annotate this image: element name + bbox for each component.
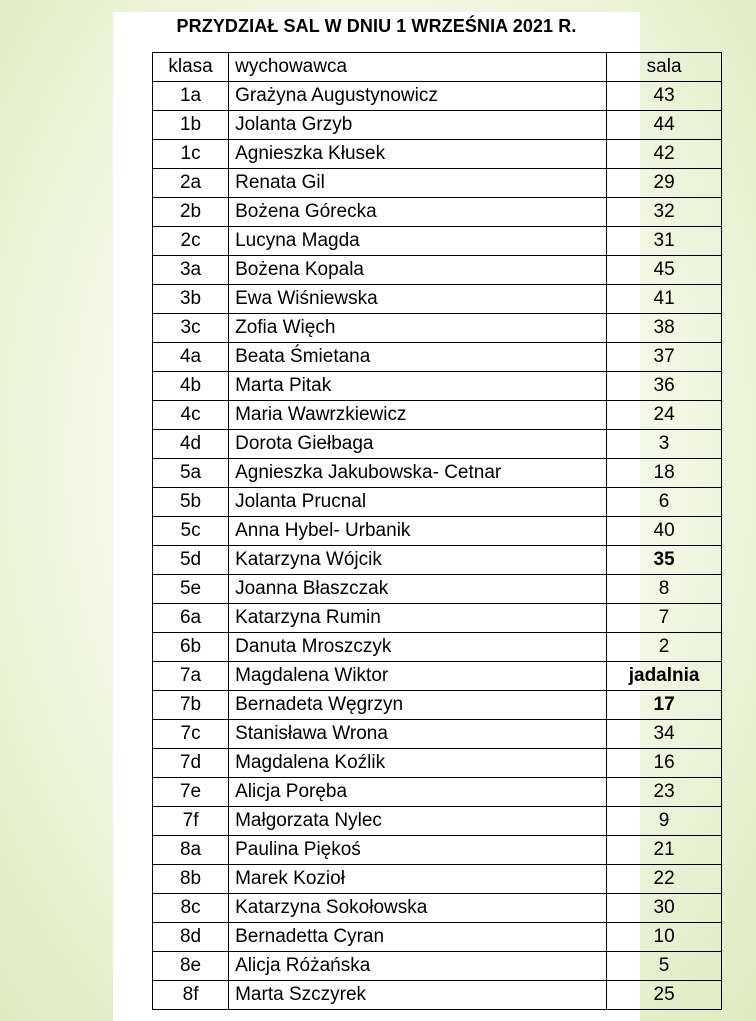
- cell-klasa: 8a: [153, 836, 229, 865]
- cell-sala: 30: [607, 894, 722, 923]
- cell-klasa: 3c: [153, 314, 229, 343]
- cell-klasa: 6b: [153, 633, 229, 662]
- table-body: [153, 82, 722, 1010]
- cell-sala: 24: [607, 401, 722, 430]
- cell-sala: 37: [607, 343, 722, 372]
- cell-sala: 32: [607, 198, 722, 227]
- cell-klasa: 7e: [153, 778, 229, 807]
- cell-sala: 31: [607, 227, 722, 256]
- cell-klasa: 7b: [153, 691, 229, 720]
- table-row: [153, 981, 722, 1010]
- cell-klasa: 5d: [153, 546, 229, 575]
- table-row: [153, 256, 722, 285]
- cell-wychowawca: Danuta Mroszczyk: [229, 633, 607, 662]
- cell-wychowawca: Bożena Kopala: [229, 256, 607, 285]
- cell-sala: 36: [607, 372, 722, 401]
- table-row: [153, 488, 722, 517]
- cell-sala: 5: [607, 952, 722, 981]
- cell-klasa: 4a: [153, 343, 229, 372]
- cell-wychowawca: Bernadetta Cyran: [229, 923, 607, 952]
- table-row: [153, 575, 722, 604]
- cell-sala: 6: [607, 488, 722, 517]
- cell-sala: 40: [607, 517, 722, 546]
- cell-klasa: 3b: [153, 285, 229, 314]
- cell-klasa: 8b: [153, 865, 229, 894]
- cell-wychowawca: Alicja Poręba: [229, 778, 607, 807]
- table-row: [153, 749, 722, 778]
- table-row: [153, 778, 722, 807]
- cell-wychowawca: Renata Gil: [229, 169, 607, 198]
- cell-klasa: 7d: [153, 749, 229, 778]
- cell-sala: 10: [607, 923, 722, 952]
- cell-wychowawca: Beata Śmietana: [229, 343, 607, 372]
- table-row: [153, 314, 722, 343]
- cell-sala: 44: [607, 111, 722, 140]
- table-row: [153, 459, 722, 488]
- table-row: [153, 894, 722, 923]
- header-sala: sala: [607, 53, 722, 82]
- cell-klasa: 8d: [153, 923, 229, 952]
- cell-klasa: 8e: [153, 952, 229, 981]
- cell-klasa: 1a: [153, 82, 229, 111]
- table-row: [153, 923, 722, 952]
- cell-sala: 8: [607, 575, 722, 604]
- table-row: [153, 430, 722, 459]
- cell-wychowawca: Jolanta Grzyb: [229, 111, 607, 140]
- cell-wychowawca: Dorota Giełbaga: [229, 430, 607, 459]
- cell-klasa: 7f: [153, 807, 229, 836]
- table-row: [153, 691, 722, 720]
- cell-wychowawca: Grażyna Augustynowicz: [229, 82, 607, 111]
- cell-sala: jadalnia: [607, 662, 722, 691]
- cell-wychowawca: Jolanta Prucnal: [229, 488, 607, 517]
- cell-wychowawca: Magdalena Koźlik: [229, 749, 607, 778]
- document-page: [113, 12, 700, 1021]
- cell-sala: 3: [607, 430, 722, 459]
- cell-sala: 16: [607, 749, 722, 778]
- table-row: [153, 604, 722, 633]
- cell-wychowawca: Stanisława Wrona: [229, 720, 607, 749]
- table-row: [153, 720, 722, 749]
- cell-wychowawca: Ewa Wiśniewska: [229, 285, 607, 314]
- cell-sala: 18: [607, 459, 722, 488]
- cell-klasa: 5c: [153, 517, 229, 546]
- cell-wychowawca: Małgorzata Nylec: [229, 807, 607, 836]
- cell-klasa: 2a: [153, 169, 229, 198]
- cell-klasa: 4c: [153, 401, 229, 430]
- table-row: [153, 865, 722, 894]
- cell-wychowawca: Katarzyna Rumin: [229, 604, 607, 633]
- cell-sala: 23: [607, 778, 722, 807]
- cell-klasa: 8f: [153, 981, 229, 1010]
- cell-klasa: 2c: [153, 227, 229, 256]
- cell-sala: 42: [607, 140, 722, 169]
- cell-sala: 29: [607, 169, 722, 198]
- table-row: [153, 140, 722, 169]
- table-row: [153, 198, 722, 227]
- table-row: [153, 952, 722, 981]
- cell-klasa: 5b: [153, 488, 229, 517]
- cell-klasa: 5a: [153, 459, 229, 488]
- cell-klasa: 7a: [153, 662, 229, 691]
- cell-wychowawca: Zofia Więch: [229, 314, 607, 343]
- cell-sala: 38: [607, 314, 722, 343]
- table-row: [153, 517, 722, 546]
- cell-wychowawca: Marta Szczyrek: [229, 981, 607, 1010]
- cell-wychowawca: Lucyna Magda: [229, 227, 607, 256]
- cell-wychowawca: Alicja Różańska: [229, 952, 607, 981]
- cell-wychowawca: Marek Kozioł: [229, 865, 607, 894]
- table-row: [153, 169, 722, 198]
- table-row: [153, 836, 722, 865]
- cell-klasa: 4b: [153, 372, 229, 401]
- cell-klasa: 3a: [153, 256, 229, 285]
- cell-sala: 7: [607, 604, 722, 633]
- cell-sala: 41: [607, 285, 722, 314]
- cell-wychowawca: Magdalena Wiktor: [229, 662, 607, 691]
- table-row: [153, 285, 722, 314]
- cell-klasa: 2b: [153, 198, 229, 227]
- cell-sala: 21: [607, 836, 722, 865]
- cell-wychowawca: Bernadeta Węgrzyn: [229, 691, 607, 720]
- cell-klasa: 8c: [153, 894, 229, 923]
- cell-wychowawca: Anna Hybel- Urbanik: [229, 517, 607, 546]
- cell-wychowawca: Paulina Piękoś: [229, 836, 607, 865]
- cell-wychowawca: Maria Wawrzkiewicz: [229, 401, 607, 430]
- table-header-row: [153, 53, 722, 82]
- table-row: [153, 372, 722, 401]
- cell-sala: 17: [607, 691, 722, 720]
- header-klasa: klasa: [153, 53, 229, 82]
- cell-wychowawca: Katarzyna Wójcik: [229, 546, 607, 575]
- cell-wychowawca: Katarzyna Sokołowska: [229, 894, 607, 923]
- cell-klasa: 4d: [153, 430, 229, 459]
- table-row: [153, 662, 722, 691]
- table-row: [153, 401, 722, 430]
- cell-sala: 25: [607, 981, 722, 1010]
- cell-sala: 9: [607, 807, 722, 836]
- table-row: [153, 807, 722, 836]
- cell-klasa: 5e: [153, 575, 229, 604]
- page-title: PRZYDZIAŁ SAL W DNIU 1 WRZEŚNIA 2021 R.: [176, 16, 577, 36]
- cell-sala: 34: [607, 720, 722, 749]
- cell-sala: 35: [607, 546, 722, 575]
- cell-sala: 22: [607, 865, 722, 894]
- table-row: [153, 227, 722, 256]
- cell-sala: 2: [607, 633, 722, 662]
- table-row: [153, 82, 722, 111]
- table-row: [153, 633, 722, 662]
- cell-sala: 45: [607, 256, 722, 285]
- cell-wychowawca: Bożena Górecka: [229, 198, 607, 227]
- cell-wychowawca: Agnieszka Jakubowska- Cetnar: [229, 459, 607, 488]
- cell-wychowawca: Marta Pitak: [229, 372, 607, 401]
- cell-sala: 43: [607, 82, 722, 111]
- cell-klasa: 7c: [153, 720, 229, 749]
- table-row: [153, 546, 722, 575]
- cell-klasa: 1b: [153, 111, 229, 140]
- room-assignment-table: [152, 52, 722, 1010]
- cell-klasa: 1c: [153, 140, 229, 169]
- cell-klasa: 6a: [153, 604, 229, 633]
- table-row: [153, 343, 722, 372]
- cell-wychowawca: Joanna Błaszczak: [229, 575, 607, 604]
- table-row: [153, 111, 722, 140]
- header-wychowawca: wychowawca: [229, 53, 607, 82]
- cell-wychowawca: Agnieszka Kłusek: [229, 140, 607, 169]
